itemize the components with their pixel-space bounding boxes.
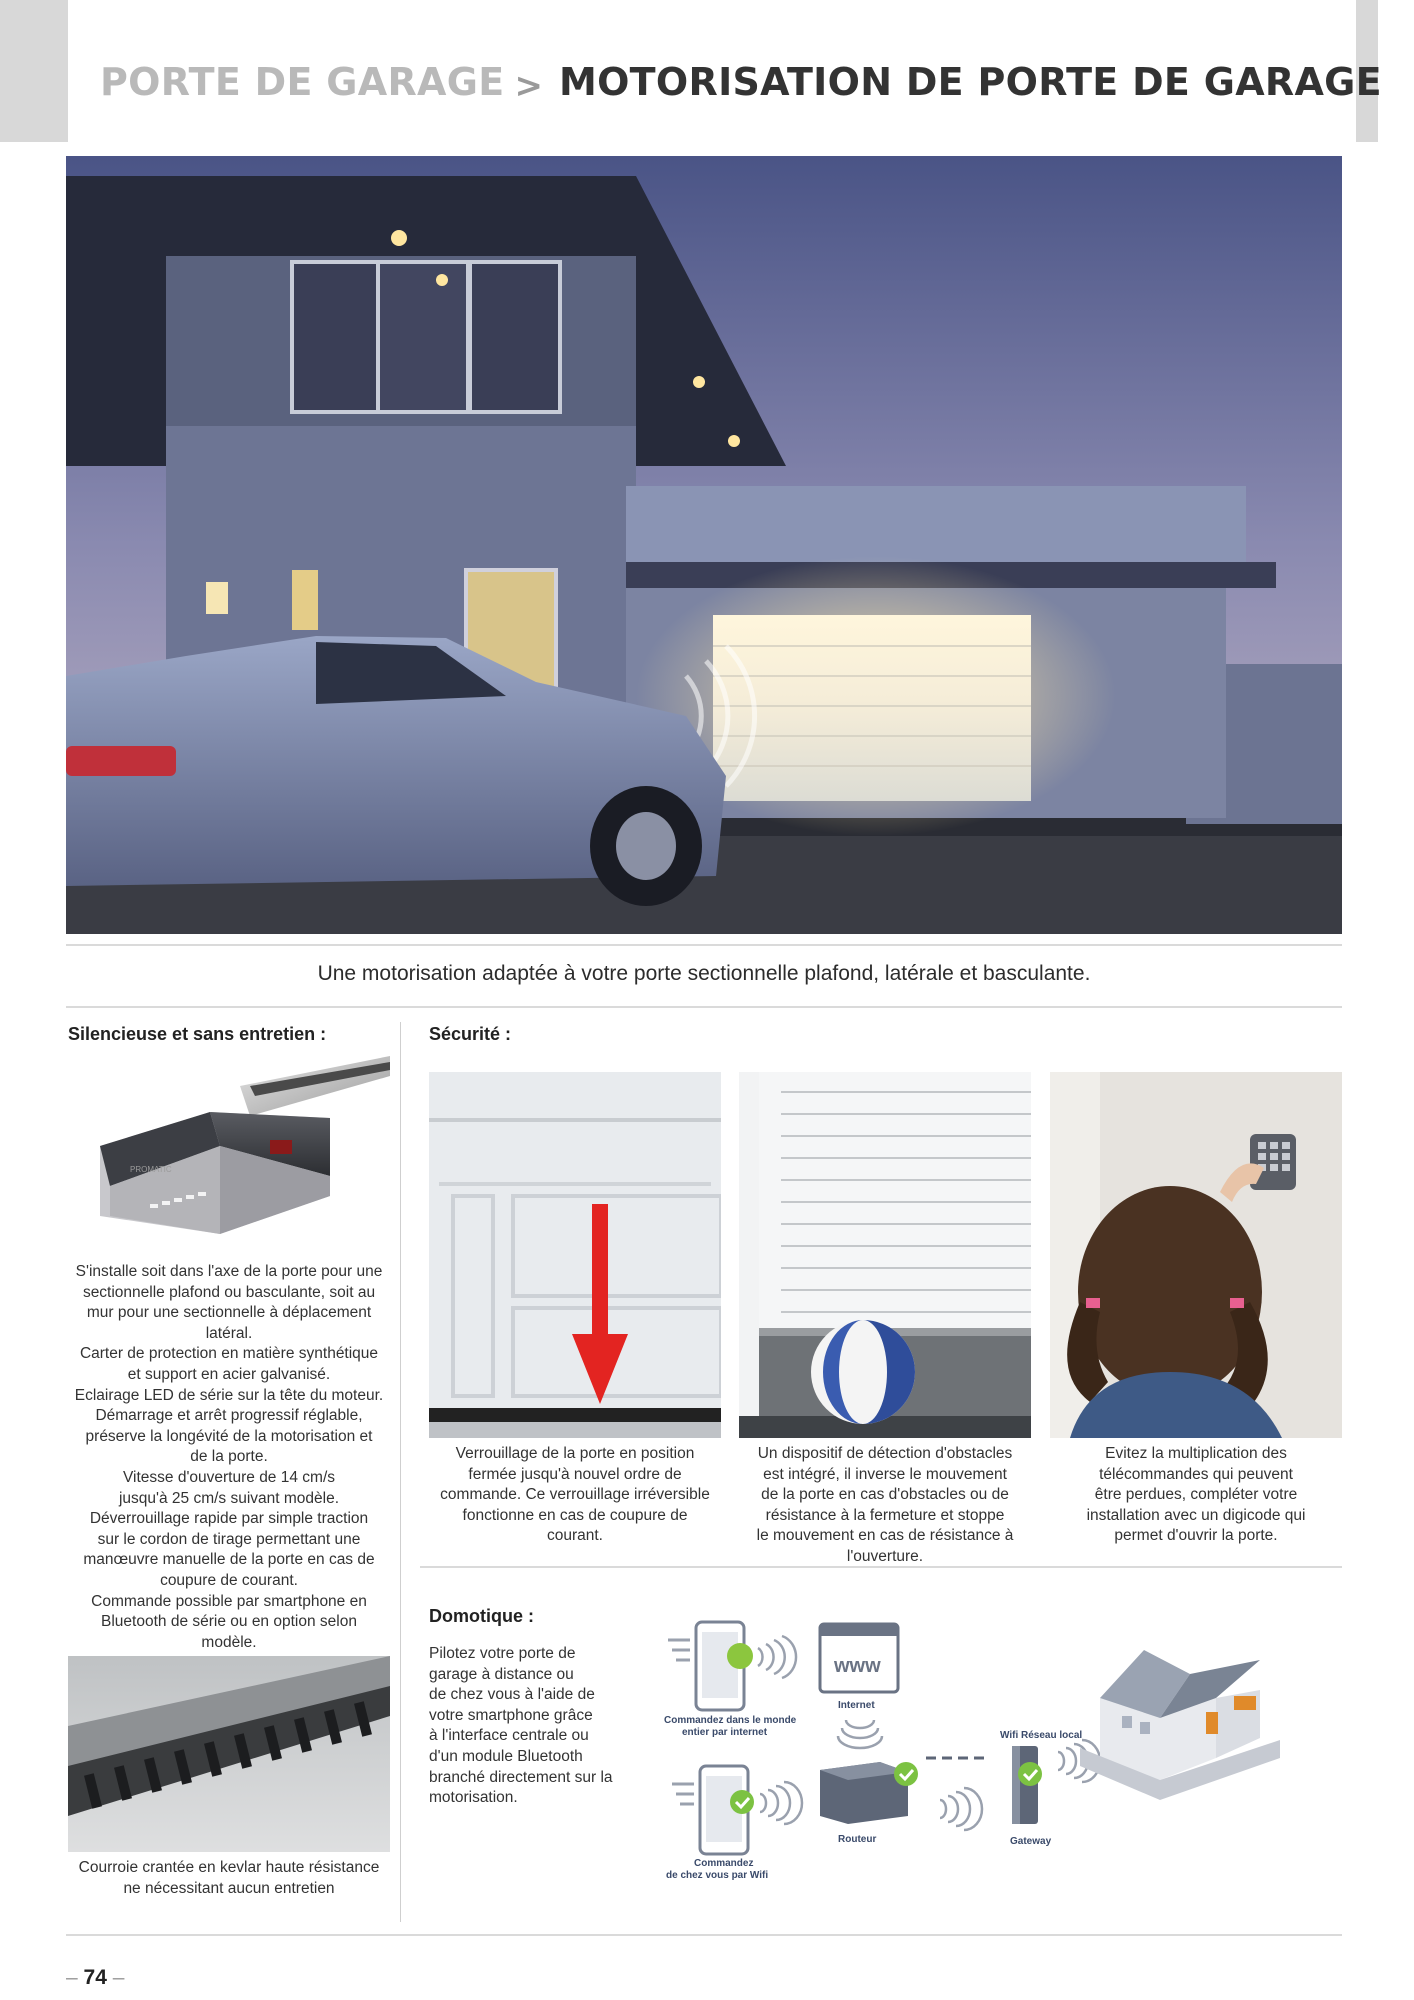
label-home-1: Commandez — [694, 1858, 754, 1869]
label-router: Routeur — [838, 1834, 877, 1845]
belt-caption: Courroie crantée en kevlar haute résistance ne nécessitant aucun entretien — [78, 1859, 380, 1897]
divider-below-caption — [66, 1006, 1342, 1008]
column-divider — [400, 1022, 401, 1922]
motor-brand-label: PROMATIC — [130, 1165, 172, 1174]
security-photo-locking — [429, 1072, 721, 1438]
hero-photo-house-garage — [66, 156, 1342, 934]
belt-photo — [68, 1656, 390, 1852]
security-caption-obstacle: Un dispositif de détection d'obstacles est intégré, il inverse le mouvement de la porte en cas d'obstacles ou de résistance à la fermeture et stoppe le mouvement en cas de résistance à l'ouverture. — [756, 1445, 1014, 1565]
motor-description: S'installe soit dans l'axe de la porte pour une sectionnelle plafond ou basculante, soit au mur pour une sectionnelle à déplacement latéral. Carter de protection en matière synthétique et support en acier galvanisé. Eclairage LED de série sur la tête du moteur. Démarrage et arrêt progressif réglable, préserve la longévité de la motorisation et de la porte. Vitesse d'ouverture de 14 cm/s jusqu'à 25 cm/s suivant modèle. Déverrouillage rapide par simple traction sur le cordon de tirage permettant une manœuvre manuelle de la porte en cas de coupure de courant. Commande possible par smartphone en Bluetooth de série ou en option selon modèle. — [74, 1263, 384, 1651]
domotique-description: Pilotez votre porte de garage à distance ou de chez vous à l'aide de votre smartphone grâce à l'interface centrale ou d'un module Bluetooth branché directement sur la motorisation. — [429, 1645, 613, 1807]
divider-footer — [66, 1934, 1342, 1936]
divider-security — [420, 1566, 1342, 1568]
breadcrumb-separator: > — [514, 66, 543, 106]
label-world-1: Commandez dans le monde — [664, 1715, 797, 1726]
security-photo-obstacle — [739, 1072, 1031, 1438]
page-number: – 74 – — [66, 1966, 125, 1989]
page-header — [100, 56, 1382, 108]
globe-icon — [727, 1643, 753, 1669]
red-arrow-shaft — [592, 1204, 608, 1340]
domotique-diagram — [660, 1620, 1340, 1894]
label-internet: Internet — [838, 1700, 875, 1711]
check-icon — [730, 1790, 754, 1814]
label-home-2: de chez vous par Wifi — [666, 1870, 769, 1881]
svg-text:www: www — [834, 1655, 881, 1677]
page-title: MOTORISATION DE PORTE DE GARAGE — [558, 60, 1382, 104]
label-world-2: entier par internet — [682, 1727, 768, 1738]
label-gateway: Gateway — [1010, 1836, 1052, 1847]
hero-caption: Une motorisation adaptée à votre porte sectionnelle plafond, latérale et basculante. — [317, 962, 1091, 985]
security-caption-keypad: Evitez la multiplication des télécommandes qui peuvent être perdues, compléter votre installation avec un digicode qui permet d'ouvrir la porte. — [1086, 1445, 1306, 1545]
check-icon — [894, 1762, 918, 1786]
house-icon — [1080, 1650, 1280, 1800]
motor-product-photo — [90, 1056, 390, 1242]
www-monitor-icon — [820, 1624, 898, 1692]
label-wifi-network: Wifi Réseau local — [1000, 1730, 1083, 1741]
decorative-side-bar-left — [0, 0, 68, 142]
security-photo-keypad — [1050, 1072, 1342, 1438]
breadcrumb-parent: PORTE DE GARAGE — [100, 60, 505, 104]
section-title-security: Sécurité : — [429, 1024, 512, 1044]
security-caption-locking: Verrouillage de la porte en position fermée jusqu'à nouvel ordre de commande. Ce verrouillage irréversible fonctionne en cas de coupure de courant. — [440, 1445, 710, 1545]
section-title-domotique: Domotique : — [429, 1606, 534, 1626]
section-title-silent: Silencieuse et sans entretien : — [68, 1024, 327, 1044]
check-icon — [1018, 1762, 1042, 1786]
divider-top — [66, 944, 1342, 946]
